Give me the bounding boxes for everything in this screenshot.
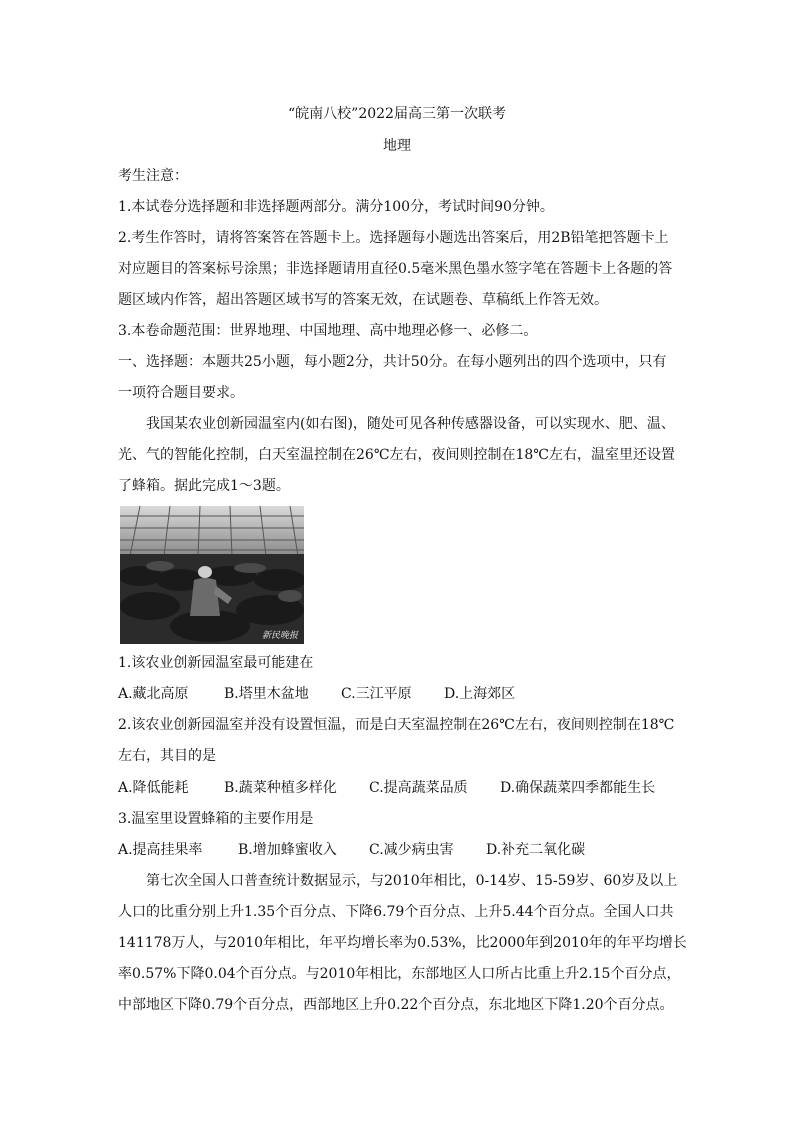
notice-item-2-line-2: 对应题目的答案标号涂黑；非选择题请用直径0.5毫米黑色墨水签字笔在答题卡上各题的答 (118, 261, 673, 277)
question-2-option-a: A.降低能耗 (118, 780, 189, 796)
question-1-option-d: D.上海郊区 (444, 686, 516, 702)
question-2-option-d: D.确保蔬菜四季都能生长 (500, 780, 656, 796)
notice-item-2-line-1: 2.考生作答时，请将答案答在答题卡上。选择题每小题选出答案后，用2B铅笔把答题卡上 (118, 230, 669, 246)
question-3-option-a: A.提高挂果率 (118, 842, 203, 858)
photo-watermark: 新民晚报 (261, 631, 298, 641)
passage-2-line-1: 第七次全国人口普查统计数据显示，与2010年相比，0-14岁、15-59岁、60岁及以上 (146, 873, 678, 889)
question-1-option-c: C.三江平原 (341, 686, 412, 702)
passage-2-line-2: 人口的比重分别上升1.35个百分点、下降6.79个百分点、上升5.44个百分点。全国人口共 (118, 904, 674, 920)
question-2-stem-line-1: 2.该农业创新园温室并没有设置恒温，而是白天室温控制在26℃左右，夜间则控制在18℃ (118, 717, 675, 733)
question-1-stem: 1.该农业创新园温室最可能建在 (118, 655, 314, 671)
passage-2-line-3: 141178万人，与2010年相比，年平均增长率为0.53%，比2000年到2010年的年平均增长 (118, 935, 687, 951)
question-2-options (118, 778, 655, 798)
passage-2-line-4: 率0.57%下降0.04个百分点。与2010年相比，东部地区人口所占比重上升2.15个百分点， (118, 966, 681, 982)
question-1-options (118, 684, 515, 704)
question-3-option-c: C.减少病虫害 (369, 842, 454, 858)
passage-2-line-5: 中部地区下降0.79个百分点，西部地区上升0.22个百分点，东北地区下降1.20个百分点。 (118, 997, 674, 1013)
greenhouse-photo (120, 506, 304, 644)
question-3-option-b: B.增加蜂蜜收入 (238, 842, 337, 858)
notice-item-2-line-3: 题区域内作答，超出答题区域书写的答案无效，在试题卷、草稿纸上作答无效。 (118, 292, 608, 308)
question-2-option-c: C.提高蔬菜品质 (369, 780, 468, 796)
section-heading-line-2: 一项符合题目要求。 (118, 385, 244, 401)
notice-item-1: 1.本试卷分选择题和非选择题两部分。满分100分，考试时间90分钟。 (118, 199, 554, 215)
greenhouse-illustration (120, 506, 304, 644)
question-1-option-a: A.藏北高原 (118, 686, 189, 702)
question-2-stem-line-2: 左右，其目的是 (118, 748, 216, 764)
passage-1-line-1: 我国某农业创新园温室内(如右图)，随处可见各种传感器设备，可以实现水、肥、温、 (146, 416, 675, 432)
passage-1-line-3: 了蜂箱。据此完成1～3题。 (118, 478, 290, 494)
subject-title: 地理 (383, 138, 411, 154)
passage-1-line-2: 光、气的智能化控制，白天室温控制在26℃左右，夜间则控制在18℃左右，温室里还设置 (118, 447, 675, 463)
question-3-option-d: D.补充二氧化碳 (486, 842, 586, 858)
question-1-option-b: B.塔里木盆地 (224, 686, 309, 702)
question-2-option-b: B.蔬菜种植多样化 (224, 780, 337, 796)
question-3-stem: 3.温室里设置蜂箱的主要作用是 (118, 811, 314, 827)
section-heading-line-1: 一、选择题：本题共25小题，每小题2分，共计50分。在每小题列出的四个选项中，只有 (118, 354, 667, 370)
exam-title: “皖南八校”2022届高三第一次联考 (288, 106, 506, 122)
notice-item-3: 3.本卷命题范围：世界地理、中国地理、高中地理必修一、必修二。 (118, 323, 538, 339)
question-3-options (118, 840, 585, 860)
notice-heading: 考生注意： (118, 168, 188, 184)
